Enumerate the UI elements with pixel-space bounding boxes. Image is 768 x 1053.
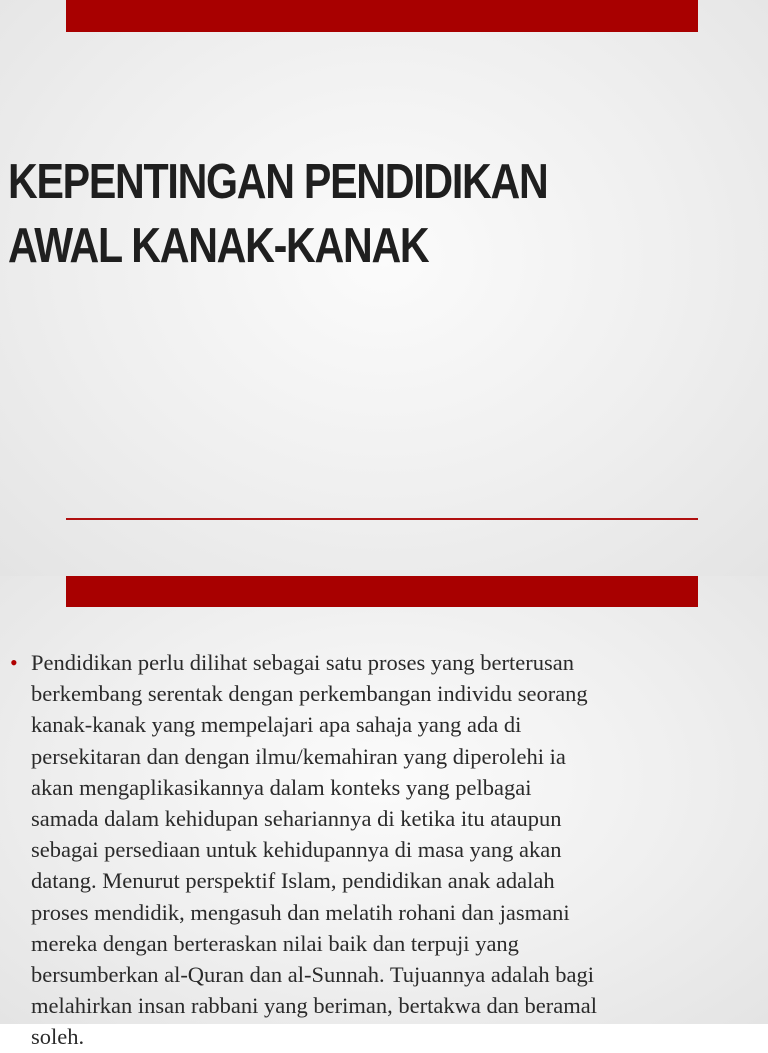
title-line-2: AWAL KANAK-KANAK <box>8 219 429 273</box>
paragraph-line: sebagai persediaan untuk kehidupannya di masa yang akan <box>31 837 562 863</box>
paragraph-line: proses mendidik, mengasuh dan melatih rohani dan jasmani <box>31 899 570 925</box>
paragraph-line: datang. Menurut perspektif Islam, pendidikan anak adalah <box>31 868 555 894</box>
paragraph-line: melahirkan insan rabbani yang beriman, bertakwa dan beramal <box>31 993 598 1019</box>
paragraph-line: kanak-kanak yang mempelajari apa sahaja yang ada di <box>31 712 522 738</box>
bullet-icon: • <box>10 650 18 675</box>
header-red-bar <box>66 576 698 607</box>
title-divider-line <box>66 518 698 520</box>
paragraph-line: mereka dengan berteraskan nilai baik dan terpuji yang <box>31 930 519 956</box>
paragraph-line: Pendidikan perlu dilihat sebagai satu proses yang berterusan <box>31 650 574 675</box>
title-line-1: KEPENTINGAN PENDIDIKAN <box>8 155 548 209</box>
paragraph-line: soleh. <box>31 1024 85 1050</box>
paragraph-line: samada dalam kehidupan sehariannya di ketika itu ataupun <box>31 806 562 832</box>
header-red-bar <box>66 0 698 32</box>
slide-title <box>8 150 596 278</box>
paragraph-line: akan mengaplikasikannya dalam konteks yang pelbagai <box>31 774 532 800</box>
paragraph-line: bersumberkan al-Quran dan al-Sunnah. Tujuannya adalah bagi <box>31 962 594 988</box>
paragraph-line: persekitaran dan dengan ilmu/kemahiran yang diperolehi ia <box>31 743 566 769</box>
paragraph-line: berkembang serentak dengan perkembangan individu seorang <box>31 681 588 707</box>
bullet-paragraph <box>31 647 751 1053</box>
